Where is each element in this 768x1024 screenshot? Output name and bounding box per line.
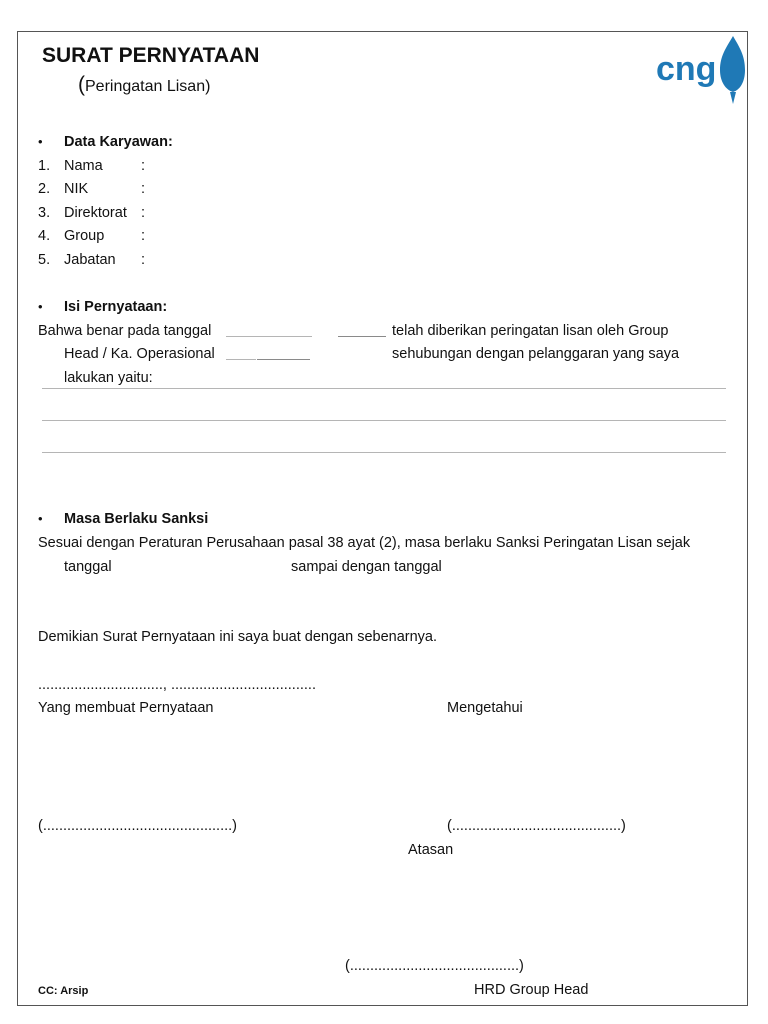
field-label-nik: NIK xyxy=(64,181,89,197)
field-colon: : xyxy=(141,181,146,197)
statement-line1-left: Bahwa benar pada tanggal xyxy=(38,323,212,339)
section-heading-masa-berlaku: Masa Berlaku Sanksi xyxy=(64,511,209,527)
bullet-data-karyawan: • xyxy=(38,134,43,149)
field-colon: : xyxy=(141,252,146,268)
hrd-signature-label: HRD Group Head xyxy=(474,982,589,998)
hrd-signature-blank: (..........................................) xyxy=(345,958,524,974)
company-logo xyxy=(654,34,746,108)
acknowledge-signature-label: Mengetahui xyxy=(447,700,523,716)
statement-line2-left: Head / Ka. Operasional xyxy=(64,346,215,362)
name-fill-line xyxy=(226,359,256,360)
document-title: SURAT PERNYATAAN xyxy=(42,44,260,67)
field-colon: : xyxy=(141,158,146,174)
item-number: 1. xyxy=(38,158,51,174)
closing-statement: Demikian Surat Pernyataan ini saya buat dengan sebenarnya. xyxy=(38,629,438,645)
statement-line2-right: sehubungan dengan pelanggaran yang saya xyxy=(392,346,680,362)
sanction-line2-right: sampai dengan tanggal xyxy=(291,559,442,575)
field-colon: : xyxy=(141,205,146,221)
violation-fill-line xyxy=(42,452,726,453)
statement-line3: lakukan yaitu: xyxy=(64,370,153,386)
field-colon: : xyxy=(141,228,146,244)
logo-drop-tail xyxy=(730,92,736,104)
sanction-line2-left: tanggal xyxy=(64,559,112,575)
name-fill-line xyxy=(257,359,310,360)
document-subtitle: (Peringatan Lisan) xyxy=(78,73,211,96)
maker-signature-blank: (...............................................) xyxy=(38,818,237,834)
violation-fill-line xyxy=(42,388,726,389)
bullet-isi-pernyataan: • xyxy=(38,299,43,314)
sanction-line1: Sesuai dengan Peraturan Perusahaan pasal 38 ayat (2), masa berlaku Sanksi Peringatan Lisan sejak xyxy=(38,535,691,551)
subtitle-text: Peringatan Lisan) xyxy=(85,78,211,95)
item-number: 2. xyxy=(38,181,51,197)
date-fill-line xyxy=(226,336,312,337)
maker-signature-label: Yang membuat Pernyataan xyxy=(38,700,214,716)
field-label-jabatan: Jabatan xyxy=(64,252,116,268)
section-heading-isi-pernyataan: Isi Pernyataan: xyxy=(64,299,168,315)
field-label-direktorat: Direktorat xyxy=(64,205,127,221)
field-label-group: Group xyxy=(64,228,105,244)
cc-archive-note: CC: Arsip xyxy=(38,985,89,997)
place-date-blank: ..............................., .................................... xyxy=(38,677,316,693)
logo-text: cng xyxy=(656,50,717,88)
logo-drop-shape xyxy=(720,36,745,92)
item-number: 3. xyxy=(38,205,51,221)
statement-line1-right: telah diberikan peringatan lisan oleh Group xyxy=(392,323,669,339)
item-number: 5. xyxy=(38,252,51,268)
atasan-label: Atasan xyxy=(408,842,454,858)
date-fill-line xyxy=(338,336,386,337)
item-number: 4. xyxy=(38,228,51,244)
bullet-masa-berlaku: • xyxy=(38,511,43,526)
violation-fill-line xyxy=(42,420,726,421)
field-label-nama: Nama xyxy=(64,158,103,174)
acknowledge-signature-blank: (..........................................) xyxy=(447,818,626,834)
section-heading-data-karyawan: Data Karyawan: xyxy=(64,134,173,150)
